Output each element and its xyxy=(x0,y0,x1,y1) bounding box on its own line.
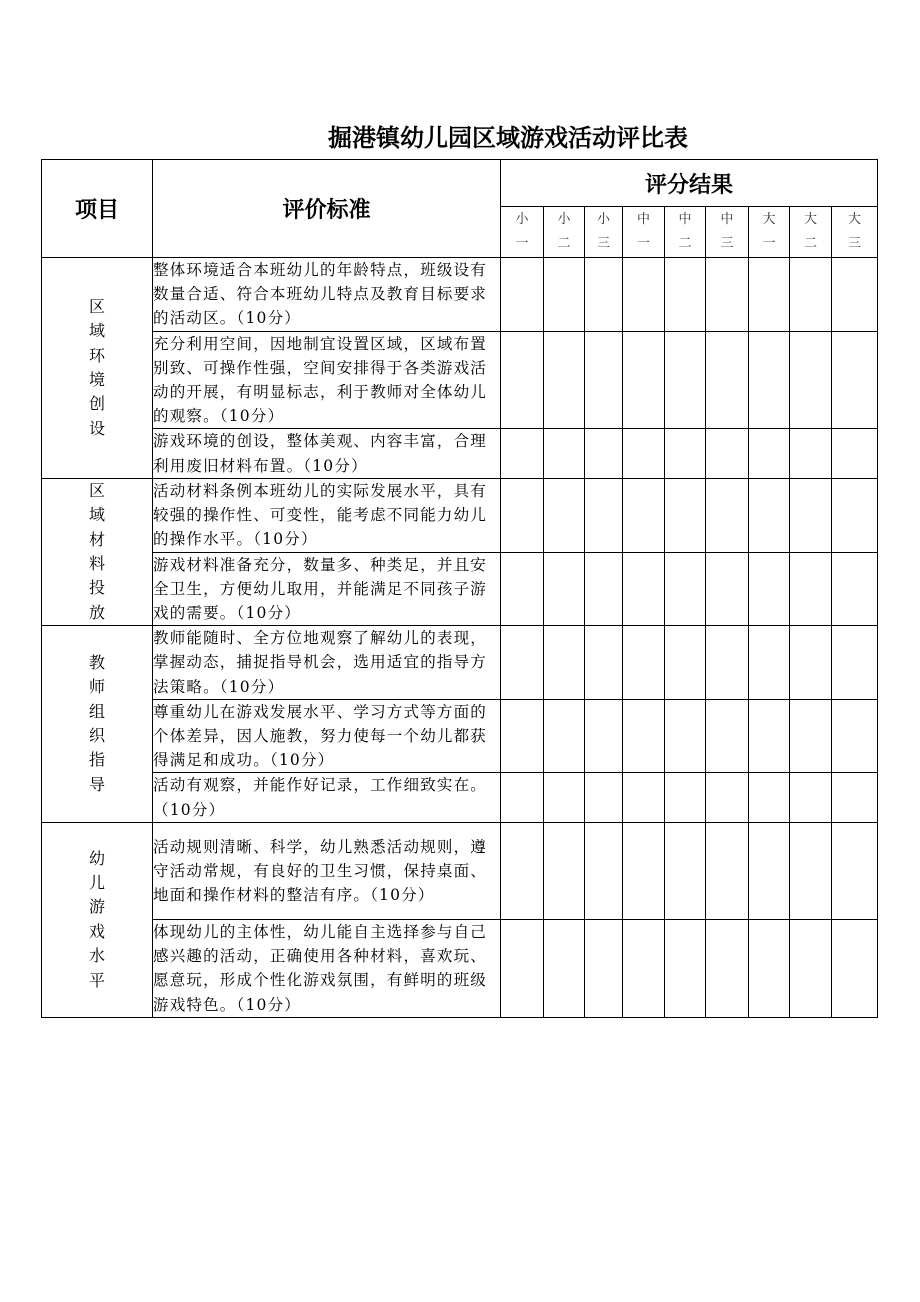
score-cell[interactable] xyxy=(585,699,623,773)
criteria-cell: 游戏环境的创设，整体美观、内容丰富，合理利用废旧材料布置。（10分） xyxy=(153,429,501,478)
category-cell: 幼 儿 游 戏 水 平 xyxy=(42,822,153,1017)
score-cell[interactable] xyxy=(790,429,832,478)
class-header-7: 大 一 xyxy=(749,207,790,258)
criteria-cell: 充分利用空间，因地制宜设置区域，区域布置别致、可操作性强，空间安排得于各类游戏活动的开展，有明显标志，利于教师对全体幼儿的观察。（10分） xyxy=(153,331,501,429)
score-cell[interactable] xyxy=(706,429,749,478)
score-cell[interactable] xyxy=(790,626,832,700)
criteria-cell: 教师能随时、全方位地观察了解幼儿的表现，掌握动态，捕捉指导机会，选用适宜的指导方法策略。（10分） xyxy=(153,626,501,700)
score-cell[interactable] xyxy=(749,773,790,822)
score-cell[interactable] xyxy=(749,822,790,919)
class-header-6: 中 三 xyxy=(706,207,749,258)
score-cell[interactable] xyxy=(832,699,878,773)
header-result: 评分结果 xyxy=(501,160,878,207)
score-cell[interactable] xyxy=(623,919,665,1017)
score-cell[interactable] xyxy=(623,552,665,626)
score-cell[interactable] xyxy=(665,331,706,429)
score-cell[interactable] xyxy=(790,919,832,1017)
criteria-cell: 尊重幼儿在游戏发展水平、学习方式等方面的个体差异，因人施教，努力使每一个幼儿都获得满足和成功。（10分） xyxy=(153,699,501,773)
score-cell[interactable] xyxy=(501,626,544,700)
score-cell[interactable] xyxy=(790,331,832,429)
score-cell[interactable] xyxy=(544,331,585,429)
criteria-cell: 活动规则清晰、科学，幼儿熟悉活动规则，遵守活动常规，有良好的卫生习惯，保持桌面、地面和操作材料的整洁有序。（10分） xyxy=(153,822,501,919)
score-cell[interactable] xyxy=(706,699,749,773)
score-cell[interactable] xyxy=(585,773,623,822)
category-cell: 教 师 组 织 指 导 xyxy=(42,626,153,823)
score-cell[interactable] xyxy=(623,626,665,700)
score-cell[interactable] xyxy=(585,429,623,478)
criteria-cell: 活动有观察，并能作好记录，工作细致实在。（10分） xyxy=(153,773,501,822)
score-cell[interactable] xyxy=(665,626,706,700)
score-cell[interactable] xyxy=(501,478,544,552)
score-cell[interactable] xyxy=(832,919,878,1017)
score-cell[interactable] xyxy=(544,626,585,700)
score-cell[interactable] xyxy=(585,626,623,700)
score-cell[interactable] xyxy=(832,626,878,700)
criteria-cell: 活动材料条例本班幼儿的实际发展水平，具有较强的操作性、可变性，能考虑不同能力幼儿的操作水平。（10分） xyxy=(153,478,501,552)
score-cell[interactable] xyxy=(665,258,706,332)
score-cell[interactable] xyxy=(623,773,665,822)
score-cell[interactable] xyxy=(749,626,790,700)
score-cell[interactable] xyxy=(749,552,790,626)
class-header-5: 中 二 xyxy=(665,207,706,258)
score-cell[interactable] xyxy=(623,258,665,332)
score-cell[interactable] xyxy=(706,773,749,822)
score-cell[interactable] xyxy=(544,919,585,1017)
score-cell[interactable] xyxy=(790,822,832,919)
class-header-2: 小 二 xyxy=(544,207,585,258)
score-cell[interactable] xyxy=(665,429,706,478)
score-cell[interactable] xyxy=(790,552,832,626)
score-cell[interactable] xyxy=(706,552,749,626)
score-cell[interactable] xyxy=(832,258,878,332)
score-cell[interactable] xyxy=(665,699,706,773)
table-row xyxy=(42,699,878,773)
table-row xyxy=(42,331,878,429)
score-cell[interactable] xyxy=(544,429,585,478)
score-cell[interactable] xyxy=(501,919,544,1017)
score-cell[interactable] xyxy=(501,822,544,919)
score-cell[interactable] xyxy=(706,478,749,552)
score-cell[interactable] xyxy=(749,919,790,1017)
score-cell[interactable] xyxy=(623,478,665,552)
score-cell[interactable] xyxy=(501,429,544,478)
score-cell[interactable] xyxy=(623,699,665,773)
header-criteria: 评价标准 xyxy=(153,160,501,258)
score-cell[interactable] xyxy=(585,552,623,626)
score-cell[interactable] xyxy=(790,258,832,332)
table-row xyxy=(42,822,878,919)
score-cell[interactable] xyxy=(585,331,623,429)
page-title: 掘港镇幼儿园区域游戏活动评比表 xyxy=(328,124,688,152)
score-cell[interactable] xyxy=(544,478,585,552)
score-cell[interactable] xyxy=(706,919,749,1017)
score-cell[interactable] xyxy=(832,478,878,552)
score-cell[interactable] xyxy=(749,258,790,332)
score-cell[interactable] xyxy=(665,773,706,822)
class-header-9: 大 三 xyxy=(832,207,878,258)
score-cell[interactable] xyxy=(832,552,878,626)
score-cell[interactable] xyxy=(665,919,706,1017)
score-cell[interactable] xyxy=(749,699,790,773)
evaluation-table xyxy=(41,159,878,1018)
score-cell[interactable] xyxy=(501,699,544,773)
table-row xyxy=(42,626,878,700)
score-cell[interactable] xyxy=(832,331,878,429)
criteria-cell: 体现幼儿的主体性，幼儿能自主选择参与自己感兴趣的活动，正确使用各种材料，喜欢玩、愿意玩，形成个性化游戏氛围，有鲜明的班级游戏特色。（10分） xyxy=(153,919,501,1017)
score-cell[interactable] xyxy=(623,822,665,919)
class-header-3: 小 三 xyxy=(585,207,623,258)
score-cell[interactable] xyxy=(585,478,623,552)
score-cell[interactable] xyxy=(749,478,790,552)
score-cell[interactable] xyxy=(585,258,623,332)
category-cell: 区 域 环 境 创 设 xyxy=(42,258,153,479)
score-cell[interactable] xyxy=(623,331,665,429)
score-cell[interactable] xyxy=(706,258,749,332)
score-cell[interactable] xyxy=(501,331,544,429)
score-cell[interactable] xyxy=(749,331,790,429)
score-cell[interactable] xyxy=(832,773,878,822)
table-row xyxy=(42,478,878,552)
score-cell[interactable] xyxy=(665,822,706,919)
score-cell[interactable] xyxy=(544,258,585,332)
score-cell[interactable] xyxy=(749,429,790,478)
score-cell[interactable] xyxy=(706,822,749,919)
score-cell[interactable] xyxy=(585,919,623,1017)
score-cell[interactable] xyxy=(706,626,749,700)
score-cell[interactable] xyxy=(544,822,585,919)
table-row xyxy=(42,429,878,478)
score-cell[interactable] xyxy=(665,552,706,626)
table-row xyxy=(42,773,878,822)
score-cell[interactable] xyxy=(501,552,544,626)
score-cell[interactable] xyxy=(501,258,544,332)
table-row xyxy=(42,919,878,1017)
class-header-8: 大 二 xyxy=(790,207,832,258)
class-header-4: 中 一 xyxy=(623,207,665,258)
table-row xyxy=(42,258,878,332)
score-cell[interactable] xyxy=(790,699,832,773)
category-cell: 区 域 材 料 投 放 xyxy=(42,478,153,625)
score-cell[interactable] xyxy=(665,478,706,552)
score-cell[interactable] xyxy=(544,552,585,626)
score-cell[interactable] xyxy=(790,478,832,552)
score-cell[interactable] xyxy=(832,429,878,478)
score-cell[interactable] xyxy=(832,822,878,919)
class-header-1: 小 一 xyxy=(501,207,544,258)
table-row xyxy=(42,552,878,626)
score-cell[interactable] xyxy=(623,429,665,478)
score-cell[interactable] xyxy=(544,773,585,822)
criteria-cell: 游戏材料准备充分，数量多、种类足，并且安全卫生，方便幼儿取用，并能满足不同孩子游戏的需要。（10分） xyxy=(153,552,501,626)
score-cell[interactable] xyxy=(706,331,749,429)
criteria-cell: 整体环境适合本班幼儿的年龄特点，班级设有数量合适、符合本班幼儿特点及教育目标要求的活动区。（10分） xyxy=(153,258,501,332)
table-body xyxy=(42,258,878,1018)
header-item: 项目 xyxy=(42,160,153,258)
score-cell[interactable] xyxy=(544,699,585,773)
score-cell[interactable] xyxy=(585,822,623,919)
score-cell[interactable] xyxy=(790,773,832,822)
score-cell[interactable] xyxy=(501,773,544,822)
